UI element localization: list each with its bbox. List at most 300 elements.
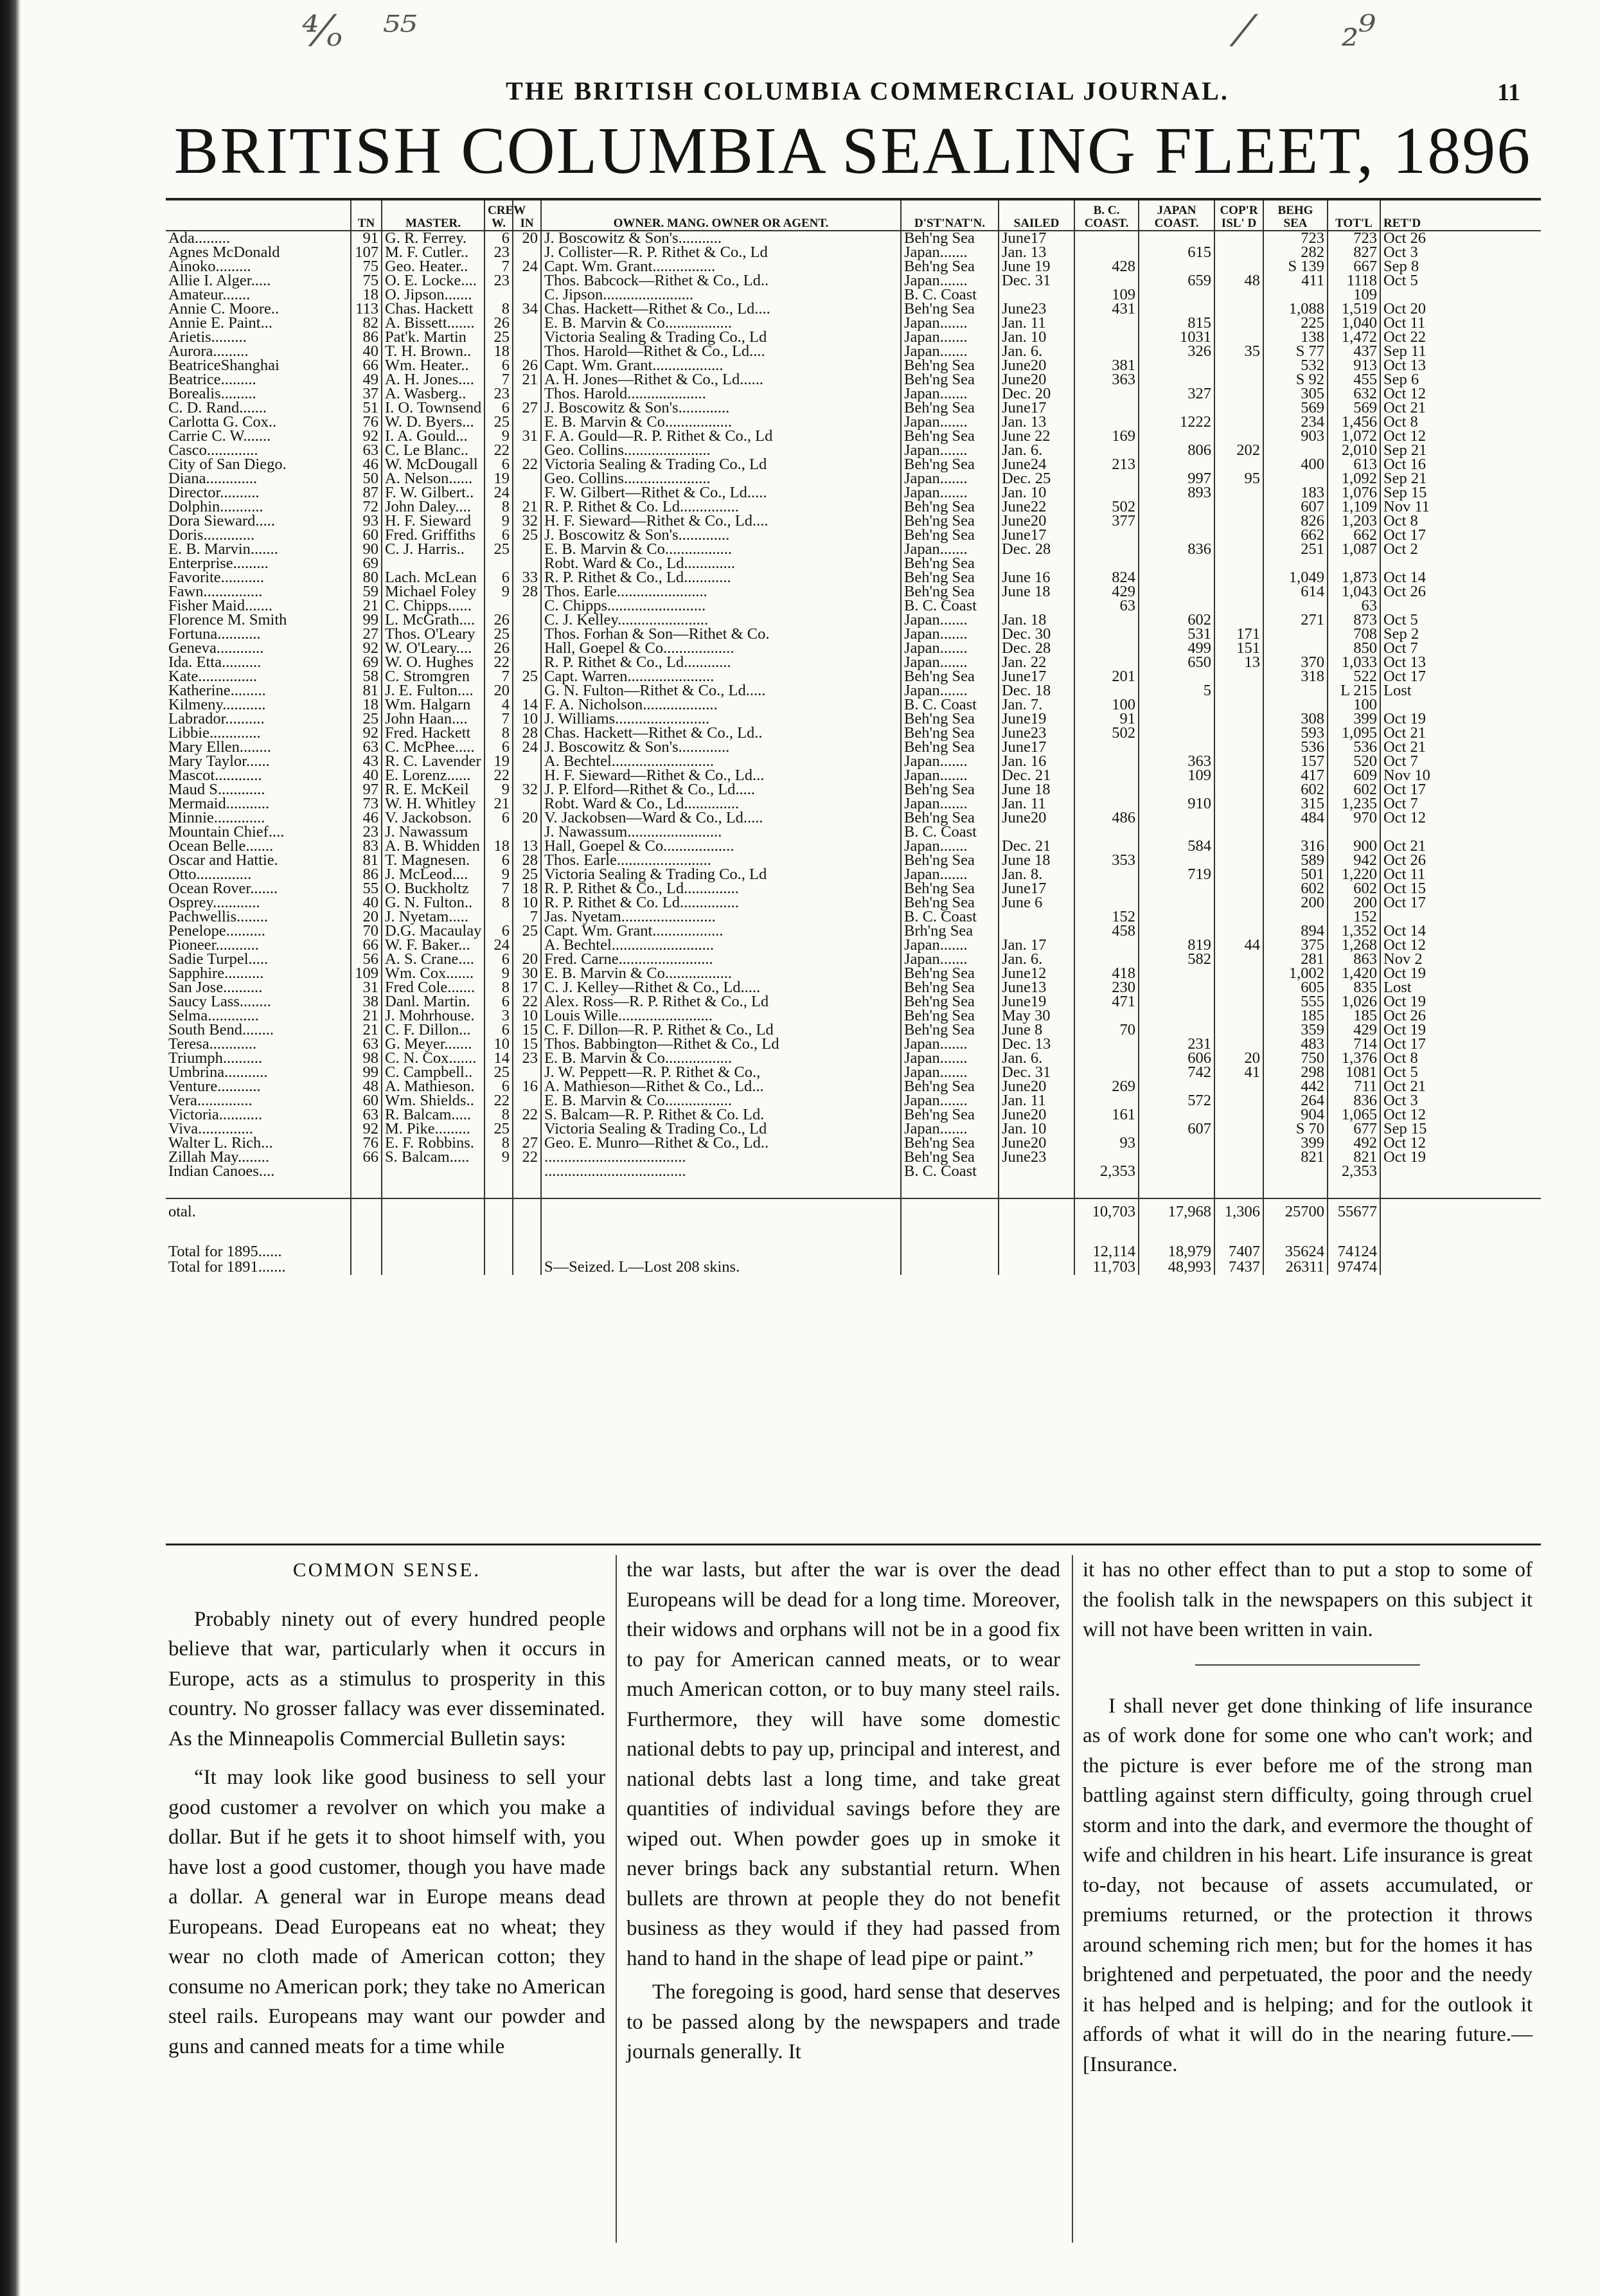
vessel-name: Mascot............ — [168, 767, 262, 784]
vessel-name: Labrador.......... — [168, 710, 265, 727]
table-cell — [1214, 712, 1263, 726]
table-cell — [1074, 1051, 1139, 1065]
table-cell: 502 — [1074, 500, 1139, 514]
table-cell: Chas. Hackett—Rithet & Co., Ld.... — [541, 302, 901, 316]
table-cell: Japan....... — [901, 1037, 999, 1051]
table-cell: W. O. Hughes — [382, 655, 484, 670]
table-cell: O. Buckholtz — [382, 882, 484, 896]
table-cell: J. Collister—R. P. Rithet & Co., Ld — [541, 245, 901, 260]
table-cell — [1214, 415, 1263, 429]
table-cell: June20 — [999, 1136, 1074, 1150]
table-cell: Beh'ng Sea — [901, 585, 999, 599]
table-cell: 1,043 — [1328, 585, 1380, 599]
table-cell — [1214, 1122, 1263, 1136]
table-cell: 353 — [1074, 853, 1139, 868]
table-cell: 60 — [351, 1094, 382, 1108]
table-cell: 6 — [484, 995, 513, 1009]
table-cell: 9 — [484, 1150, 513, 1164]
article-paragraph: I shall never get done thinking of life insurance as of work done for some one who can't work; and the picture is ever before me of the strong man battling against stern difficulty, going through cruel storm and into the dark, and evermore the thought of wife and children in his heart. Life insurance is great to-day, not because of assets accumulated, or premiums returned, or the protection it throws around scheming rich men; but for the homes it has brightened and perpetuated, the poor and the needy it has helped and is helping; and for the outlook it affords of what it will do in the nearing future.—[Insurance. — [1083, 1694, 1533, 2076]
table-cell: 264 — [1263, 1094, 1328, 1108]
table-cell: Michael Foley — [382, 585, 484, 599]
vessel-name: Mary Ellen........ — [168, 738, 271, 756]
table-cell: Jan. 6. — [999, 443, 1074, 458]
table-cell: Capt. Wm. Grant................ — [541, 260, 901, 274]
table-cell: June19 — [999, 995, 1074, 1009]
vessel-name: Minnie............. — [168, 809, 265, 826]
vessel-name: Triumph.......... — [168, 1049, 263, 1067]
table-cell: Oct 11 — [1380, 316, 1541, 330]
table-cell: C. J. Kelley....................... — [541, 613, 901, 627]
table-cell: R. E. McKeil — [382, 783, 484, 797]
table-cell: I. O. Townsend — [382, 401, 484, 415]
table-cell — [1074, 783, 1139, 797]
total-1895-row — [166, 1244, 1541, 1259]
table-cell: Beh'ng Sea — [901, 1080, 999, 1094]
table-cell: 455 — [1328, 373, 1380, 387]
table-cell — [1214, 698, 1263, 712]
table-cell: 202 — [1214, 443, 1263, 458]
total-copper: 1,306 — [1214, 1198, 1263, 1225]
vessel-name: Mermaid........... — [168, 795, 270, 812]
table-cell: Thos. Harold.................... — [541, 387, 901, 401]
table-cell: Lost — [1380, 981, 1541, 995]
table-cell: Capt. Warren...................... — [541, 670, 901, 684]
vessel-name: Aurora......... — [168, 343, 249, 360]
total-1891-value: 97474 — [1328, 1259, 1380, 1275]
vessel-name: Amateur....... — [168, 286, 251, 303]
table-cell — [1139, 288, 1214, 302]
table-cell: 363 — [1074, 373, 1139, 387]
table-cell: 417 — [1263, 769, 1328, 783]
table-cell: Sep 15 — [1380, 486, 1541, 500]
table-cell: 10 — [513, 1009, 541, 1023]
table-cell: 14 — [484, 1051, 513, 1065]
vessel-name: Carrie C. W....... — [168, 427, 271, 445]
table-cell: Jan. 13 — [999, 415, 1074, 429]
table-cell: 806 — [1139, 443, 1214, 458]
table-cell: 6 — [484, 811, 513, 825]
table-cell: 569 — [1263, 401, 1328, 415]
col-crew-white — [484, 200, 526, 231]
table-cell: Japan....... — [901, 245, 999, 260]
table-cell: 26 — [513, 359, 541, 373]
table-cell — [1139, 514, 1214, 528]
table-cell: Robt. Ward & Co., Ld.............. — [541, 797, 901, 811]
article-paragraph: The foregoing is good, hard sense that deserves to be passed along by the newspapers and trade journals generally. It — [627, 1980, 1060, 2063]
table-cell: C. J. Kelley—Rithet & Co., Ld..... — [541, 981, 901, 995]
table-cell: 22 — [484, 655, 513, 670]
table-cell: 6 — [484, 853, 513, 868]
table-cell: 1,220 — [1328, 868, 1380, 882]
table-cell: Beh'ng Sea — [901, 528, 999, 542]
table-cell: Jan. 18 — [999, 613, 1074, 627]
table-cell: 605 — [1263, 981, 1328, 995]
table-cell: 109 — [1139, 769, 1214, 783]
table-cell — [1214, 825, 1263, 839]
table-cell: 582 — [1139, 952, 1214, 966]
table-cell: Japan....... — [901, 330, 999, 344]
vessel-name: Allie I. Alger..... — [168, 272, 271, 289]
vessel-name: Carlotta G. Cox.. — [168, 413, 277, 431]
table-cell: 19 — [484, 754, 513, 769]
vessel-name: Annie E. Paint... — [168, 314, 272, 332]
table-cell: G. N. Fulton—Rithet & Co., Ld..... — [541, 684, 901, 698]
table-cell: A. Nelson...... — [382, 472, 484, 486]
vessel-name: Pioneer........... — [168, 936, 259, 954]
table-row — [166, 1150, 1541, 1164]
table-cell: 913 — [1328, 359, 1380, 373]
table-cell: Oct 13 — [1380, 359, 1541, 373]
table-cell: 1,026 — [1328, 995, 1380, 1009]
table-cell — [999, 910, 1074, 924]
table-cell: 93 — [351, 514, 382, 528]
table-cell — [999, 1164, 1074, 1179]
table-cell: L 215 — [1328, 684, 1380, 698]
table-cell: June22 — [999, 500, 1074, 514]
table-cell: B. C. Coast — [901, 599, 999, 613]
table-cell: Fred. Hackett — [382, 726, 484, 740]
total-1895-value: 7407 — [1214, 1244, 1263, 1259]
table-cell: June20 — [999, 359, 1074, 373]
table-cell: 1,456 — [1328, 415, 1380, 429]
table-cell: Lach. McLean — [382, 571, 484, 585]
table-cell: 711 — [1328, 1080, 1380, 1094]
table-cell: Japan....... — [901, 542, 999, 556]
table-cell: 24 — [513, 260, 541, 274]
table-cell: Hall, Goepel & Co.................. — [541, 641, 901, 655]
table-cell: June 18 — [999, 853, 1074, 868]
table-cell: R. P. Rithet & Co., Ld............ — [541, 571, 901, 585]
table-cell: 501 — [1263, 868, 1328, 882]
table-cell: 51 — [351, 401, 382, 415]
table-cell: 91 — [1074, 712, 1139, 726]
table-cell: 22 — [513, 458, 541, 472]
table-cell: Thos. Babbington—Rithet & Co., Ld — [541, 1037, 901, 1051]
table-cell: 92 — [351, 726, 382, 740]
table-cell: 25 — [484, 330, 513, 344]
table-cell: C. Stromgren — [382, 670, 484, 684]
vessel-name: Enterprise......... — [168, 555, 269, 572]
table-cell: 7 — [513, 910, 541, 924]
table-cell: Japan....... — [901, 868, 999, 882]
table-cell: Oct 19 — [1380, 995, 1541, 1009]
table-cell: Geo. Collins...................... — [541, 443, 901, 458]
table-cell: Japan....... — [901, 938, 999, 952]
table-cell: L. McGrath.... — [382, 613, 484, 627]
table-cell: 9 — [484, 783, 513, 797]
table-cell — [1380, 1164, 1541, 1179]
table-cell: June23 — [999, 302, 1074, 316]
table-cell: 815 — [1139, 316, 1214, 330]
table-cell: Pat'k. Martin — [382, 330, 484, 344]
table-cell: 318 — [1263, 670, 1328, 684]
table-cell: 708 — [1328, 627, 1380, 641]
table-cell — [1139, 995, 1214, 1009]
table-cell: Jan. 16 — [999, 754, 1074, 769]
table-cell: June 22 — [999, 429, 1074, 443]
table-cell: 520 — [1328, 754, 1380, 769]
table-cell: Japan....... — [901, 1051, 999, 1065]
table-cell: 900 — [1328, 839, 1380, 853]
table-cell: 70 — [1074, 1023, 1139, 1037]
table-cell: 21 — [351, 1009, 382, 1023]
table-cell: 282 — [1263, 245, 1328, 260]
table-cell: 63 — [351, 1108, 382, 1122]
table-cell: 76 — [351, 1136, 382, 1150]
table-cell: Louis Wille........................ — [541, 1009, 901, 1023]
table-cell: A. Wasberg.. — [382, 387, 484, 401]
table-cell: 483 — [1263, 1037, 1328, 1051]
table-cell: H. F. Sieward—Rithet & Co., Ld... — [541, 769, 901, 783]
table-cell: 536 — [1328, 740, 1380, 754]
table-cell: Geo. Collins...................... — [541, 472, 901, 486]
table-cell — [1074, 627, 1139, 641]
table-cell: 1,109 — [1328, 500, 1380, 514]
table-cell: Oct 26 — [1380, 853, 1541, 868]
table-cell: John Haan.... — [382, 712, 484, 726]
table-cell — [1214, 500, 1263, 514]
table-cell: Oct 11 — [1380, 868, 1541, 882]
table-cell: Robt. Ward & Co., Ld............. — [541, 556, 901, 571]
table-cell: H. F. Sieward—Rithet & Co., Ld.... — [541, 514, 901, 528]
vessel-name: Borealis......... — [168, 385, 256, 402]
table-cell: Oct 17 — [1380, 783, 1541, 797]
vessel-name: Fortuna........... — [168, 625, 261, 643]
col-tonnage: TN — [351, 200, 382, 231]
table-cell: Wm. Heater.. — [382, 359, 484, 373]
table-cell: Japan....... — [901, 952, 999, 966]
table-cell: A. B. Whidden — [382, 839, 484, 853]
table-cell: Japan....... — [901, 387, 999, 401]
table-cell: 18 — [513, 882, 541, 896]
vessel-name: Maud S............ — [168, 781, 265, 798]
table-cell: 8 — [484, 1108, 513, 1122]
table-cell: 659 — [1139, 274, 1214, 288]
table-cell: 80 — [351, 571, 382, 585]
table-cell: Beh'ng Sea — [901, 853, 999, 868]
table-cell: 185 — [1263, 1009, 1328, 1023]
table-cell: 63 — [351, 1037, 382, 1051]
vessel-name: Venture........... — [168, 1078, 261, 1095]
vessel-name: Casco............. — [168, 441, 258, 459]
table-cell: 32 — [513, 514, 541, 528]
table-cell: Dec. 21 — [999, 769, 1074, 783]
table-cell: Geo. Heater.. — [382, 260, 484, 274]
table-cell — [1139, 359, 1214, 373]
table-cell: 60 — [351, 528, 382, 542]
table-cell: 827 — [1328, 245, 1380, 260]
table-cell: Oct 17 — [1380, 1037, 1541, 1051]
table-cell: V. Jackobson. — [382, 811, 484, 825]
table-cell: .................................... — [541, 1150, 901, 1164]
table-cell: J. Nawassum........................ — [541, 825, 901, 839]
table-cell: 185 — [1328, 1009, 1380, 1023]
table-cell: 81 — [351, 684, 382, 698]
table-cell: 75 — [351, 274, 382, 288]
table-cell: 271 — [1263, 613, 1328, 627]
table-cell: W. O'Leary.... — [382, 641, 484, 655]
table-cell — [513, 599, 541, 613]
table-cell: June17 — [999, 401, 1074, 415]
table-cell — [1214, 387, 1263, 401]
vessel-name: Diana............. — [168, 470, 258, 487]
table-cell: 13 — [1214, 655, 1263, 670]
table-cell: Thos. Forhan & Son—Rithet & Co. — [541, 627, 901, 641]
table-cell: 606 — [1139, 1051, 1214, 1065]
table-cell: Dec. 20 — [999, 387, 1074, 401]
crew-header: CREW — [488, 204, 526, 217]
table-cell: M. F. Cutler.. — [382, 245, 484, 260]
table-cell: 893 — [1139, 486, 1214, 500]
table-cell: 24 — [484, 486, 513, 500]
table-cell: 1081 — [1328, 1065, 1380, 1080]
table-cell: 602 — [1328, 882, 1380, 896]
table-cell: 25 — [513, 670, 541, 684]
table-cell — [1263, 627, 1328, 641]
table-cell: 305 — [1263, 387, 1328, 401]
table-cell — [351, 1164, 382, 1179]
table-cell: Jan. 10 — [999, 486, 1074, 500]
table-cell: C. Chipps......................... — [541, 599, 901, 613]
table-cell: 873 — [1328, 613, 1380, 627]
table-cell — [1214, 1136, 1263, 1150]
table-cell: 46 — [351, 811, 382, 825]
table-cell — [1139, 1009, 1214, 1023]
table-cell: 1,065 — [1328, 1108, 1380, 1122]
table-cell: Fred. Carne........................ — [541, 952, 901, 966]
table-cell: 942 — [1328, 853, 1380, 868]
table-cell — [1139, 571, 1214, 585]
total-1895-value: 74124 — [1328, 1244, 1380, 1259]
table-cell: Sep 6 — [1380, 373, 1541, 387]
table-cell: 269 — [1074, 1080, 1139, 1094]
col-total: TOT'L — [1328, 200, 1380, 231]
table-cell: Jan. 22 — [999, 655, 1074, 670]
table-cell: 399 — [1328, 712, 1380, 726]
table-cell: 1,095 — [1328, 726, 1380, 740]
table-cell: Geo. E. Munro—Rithet & Co., Ld.. — [541, 1136, 901, 1150]
table-cell: O. Jipson....... — [382, 288, 484, 302]
table-cell: 613 — [1328, 458, 1380, 472]
table-cell: 35 — [1214, 344, 1263, 359]
table-cell: 92 — [351, 429, 382, 443]
table-cell: Japan....... — [901, 627, 999, 641]
vessel-name: Saucy Lass........ — [168, 993, 271, 1010]
total-label: otal. — [166, 1198, 351, 1225]
table-cell: 602 — [1139, 613, 1214, 627]
table-cell: 38 — [351, 995, 382, 1009]
table-cell: 484 — [1263, 811, 1328, 825]
table-cell: Japan....... — [901, 1065, 999, 1080]
table-cell — [1214, 571, 1263, 585]
table-cell: Sep 2 — [1380, 627, 1541, 641]
table-cell: 863 — [1328, 952, 1380, 966]
table-cell: Beh'ng Sea — [901, 429, 999, 443]
table-cell: 1,033 — [1328, 655, 1380, 670]
table-cell: 20 — [513, 231, 541, 245]
table-cell: Oct 19 — [1380, 1023, 1541, 1037]
table-cell: E. B. Marvin & Co................. — [541, 316, 901, 330]
table-cell: Beh'ng Sea — [901, 1023, 999, 1037]
table-cell: S 77 — [1263, 344, 1328, 359]
table-cell: June19 — [999, 712, 1074, 726]
vessel-name: South Bend........ — [168, 1021, 274, 1038]
table-cell: Wm. Halgarn — [382, 698, 484, 712]
table-cell — [1263, 684, 1328, 698]
table-cell: 63 — [1074, 599, 1139, 613]
table-cell — [1074, 387, 1139, 401]
table-cell: Beh'ng Sea — [901, 556, 999, 571]
table-cell: C. F. Dillon—R. P. Rithet & Co., Ld — [541, 1023, 901, 1037]
table-cell: 66 — [351, 359, 382, 373]
table-cell: Oct 21 — [1380, 740, 1541, 754]
total-bering: 25700 — [1263, 1198, 1328, 1225]
table-cell: 569 — [1328, 401, 1380, 415]
table-cell: 234 — [1263, 415, 1328, 429]
table-cell — [1214, 556, 1263, 571]
table-cell — [1214, 882, 1263, 896]
table-cell: B. C. Coast — [901, 698, 999, 712]
table-cell: 9 — [484, 585, 513, 599]
vessel-name: Fawn............... — [168, 583, 263, 600]
table-cell: 21 — [513, 373, 541, 387]
table-cell: 904 — [1263, 1108, 1328, 1122]
table-cell: 20 — [513, 811, 541, 825]
table-cell: 17 — [513, 981, 541, 995]
table-cell: 375 — [1263, 938, 1328, 952]
table-cell: 399 — [1263, 1136, 1328, 1150]
vessel-name: Kate............... — [168, 668, 258, 685]
table-cell — [1139, 726, 1214, 740]
table-cell — [1139, 1164, 1214, 1179]
table-cell: 20 — [1214, 1051, 1263, 1065]
table-cell: 458 — [1074, 924, 1139, 938]
table-cell: June17 — [999, 670, 1074, 684]
table-cell — [1214, 1150, 1263, 1164]
table-cell: 37 — [351, 387, 382, 401]
table-cell — [1074, 740, 1139, 754]
table-cell — [1214, 1009, 1263, 1023]
table-cell: 8 — [484, 726, 513, 740]
table-cell: 43 — [351, 754, 382, 769]
table-cell: 1,376 — [1328, 1051, 1380, 1065]
table-cell: 44 — [1214, 938, 1263, 952]
table-cell: 6 — [484, 1080, 513, 1094]
table-cell: Oct 26 — [1380, 585, 1541, 599]
table-cell: Oct 8 — [1380, 1051, 1541, 1065]
article-paragraph: Probably ninety out of every hundred people believe that war, particularly when it occurs in Europe, acts as a stimulus to prosperity in this country. No grosser fallacy was ever disseminated. As the Minneapolis Commercial Bulletin says: — [168, 1607, 605, 1750]
table-cell: 10 — [513, 896, 541, 910]
table-cell: Thos. O'Leary — [382, 627, 484, 641]
table-cell: Victoria Sealing & Trading Co., Ld — [541, 458, 901, 472]
table-cell: 73 — [351, 797, 382, 811]
table-cell: June23 — [999, 1150, 1074, 1164]
table-cell: Beh'ng Sea — [901, 1108, 999, 1122]
table-cell: 27 — [351, 627, 382, 641]
table-cell: C. Le Blanc.. — [382, 443, 484, 458]
table-cell: 650 — [1139, 655, 1214, 670]
table-cell: 609 — [1328, 769, 1380, 783]
table-cell — [1139, 896, 1214, 910]
table-cell: B. C. Coast — [901, 910, 999, 924]
table-cell: 33 — [513, 571, 541, 585]
table-cell: Nov 2 — [1380, 952, 1541, 966]
table-cell: Dec. 25 — [999, 472, 1074, 486]
table-cell: S 92 — [1263, 373, 1328, 387]
table-cell: 18 — [484, 344, 513, 359]
table-cell: Beh'ng Sea — [901, 740, 999, 754]
table-cell: 10 — [484, 1037, 513, 1051]
